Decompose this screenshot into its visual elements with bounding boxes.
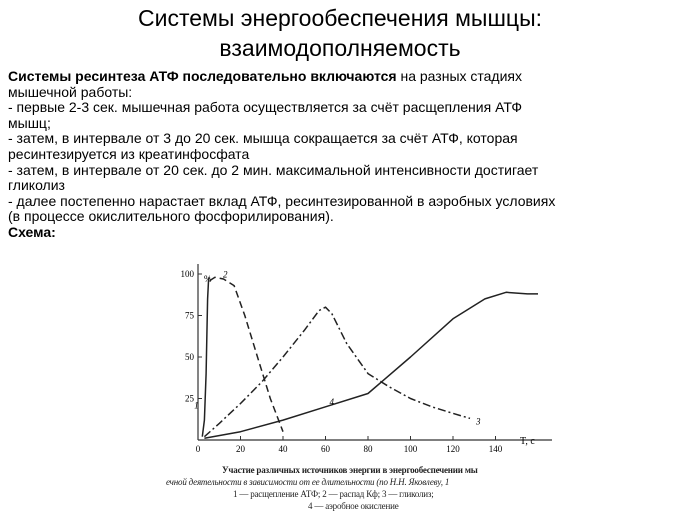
item-4-line-1: - далее постепенно нарастает вклад АТФ, ресинтезированной в аэробных условиях	[8, 192, 556, 209]
series-2-label: 2	[223, 269, 228, 280]
caption-line-1: Участие различных источников энергии в энергообеспечении мы	[222, 465, 478, 475]
series-1-line	[202, 277, 209, 436]
intro-bold: Системы ресинтеза АТФ последовательно включаются	[8, 68, 397, 84]
x-tick-label: 20	[236, 444, 245, 454]
item-3-line-2: гликолиз	[8, 177, 65, 194]
x-axis-label: T, с	[520, 436, 535, 447]
y-tick-label: 50	[185, 352, 194, 362]
x-tick-label: 80	[363, 444, 373, 454]
x-tick-label: 0	[195, 444, 201, 454]
series-3-line	[204, 307, 470, 437]
chart-axes	[198, 264, 552, 447]
series-2-line	[210, 277, 283, 431]
x-tick-label: 140	[488, 444, 503, 454]
item-3-line-1: - затем, в интервале от 20 сек. до 2 мин. максимальной интенсивности достигает	[8, 161, 539, 178]
x-tick-label: 40	[278, 444, 288, 454]
body-text	[8, 69, 680, 241]
item-2-line-2: ресинтезируется из креатинфосфата	[8, 145, 250, 162]
item-1-line-2: мышц;	[8, 114, 51, 131]
x-tick-label: 100	[403, 444, 418, 454]
scheme-label: Схема:	[8, 223, 56, 240]
intro-rest: на разных стадиях	[396, 68, 523, 84]
series-4-label: 4	[329, 396, 334, 407]
item-1-line-1: - первые 2-3 сек. мышечная работа осуществляется за счёт расщепления АТФ	[8, 99, 523, 116]
x-tick-label: 60	[321, 444, 330, 454]
energy-chart	[160, 262, 560, 462]
y-tick-label: 100	[180, 269, 194, 279]
y-tick-label: 75	[185, 310, 194, 321]
slide-title-line-1: Системы энергообеспечения мышцы:	[138, 5, 542, 31]
y-tick-label: 25	[185, 393, 194, 404]
slide-title-line-2: взаимодополняемость	[219, 35, 461, 61]
series-1-label: 1	[194, 400, 199, 411]
caption-line-3: 1 — расщепление АТФ; 2 — распад Кф; 3 — гликолиз;	[233, 489, 434, 499]
x-tick-label: 120	[446, 444, 460, 454]
series-4-line	[204, 292, 538, 438]
series-3-label: 3	[476, 416, 481, 427]
y-axis-label: %	[204, 274, 212, 284]
caption-line-2: ечной деятельности в зависимости от ее длительности (по Н.Н. Яковлеву, 1	[166, 477, 450, 487]
intro-line-2: мышечной работы:	[8, 83, 133, 100]
caption-line-4: 4 — аэробное окисление	[308, 501, 399, 511]
item-2-line-1: - затем, в интервале от 3 до 20 сек. мышца сокращается за счёт АТФ, которая	[8, 130, 518, 147]
item-4-line-2: (в процессе окислительного фосфорилирования).	[8, 208, 334, 225]
intro-line	[8, 69, 680, 85]
